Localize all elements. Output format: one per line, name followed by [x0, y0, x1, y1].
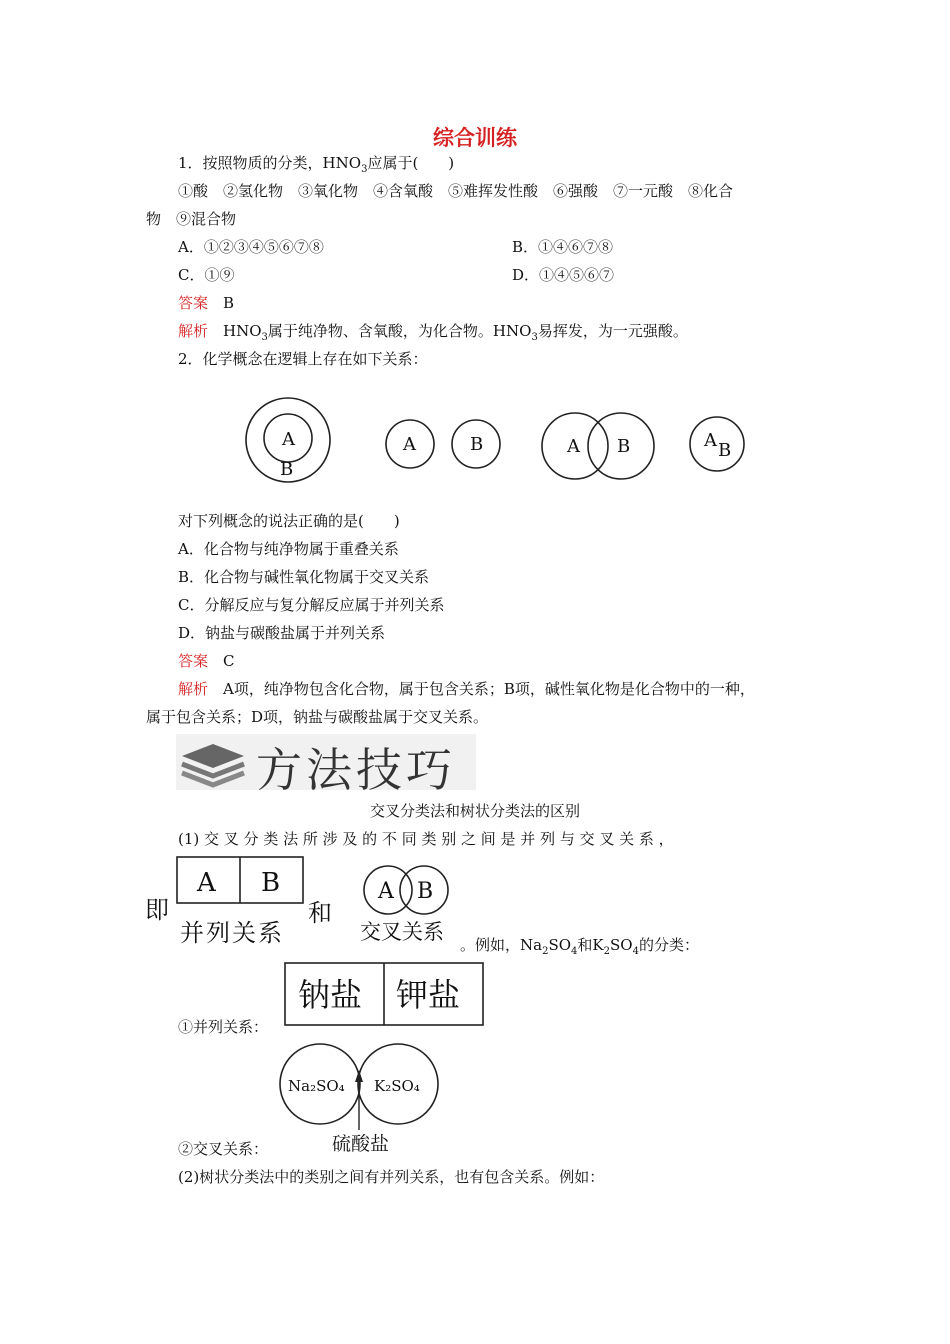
example-text: 。例如，$Na_2SO_4$和$K_2SO_4$的分类：	[460, 936, 699, 957]
method-subtitle: 交叉分类法和树状分类法的区别	[369, 802, 580, 820]
cross-mini-diagram	[354, 862, 454, 918]
parallel-box-diagram	[176, 856, 304, 906]
salt-label-na: 钠盐	[298, 976, 363, 1014]
q1-analysis: 解析 $HNO_3$属于纯净物、含氧酸，为化合物。$HNO_3$易挥发，为一元强酸。	[178, 322, 688, 343]
overlap-label-a: A	[704, 430, 717, 451]
contain-label-b: B	[280, 459, 294, 480]
method-banner	[176, 734, 476, 797]
banner-title: 方法技巧	[256, 743, 456, 797]
cross-mini-label-a: A	[378, 879, 394, 904]
cross-mini-label-b: B	[417, 879, 434, 904]
stack-icon	[178, 738, 248, 788]
contain-label-a: A	[282, 429, 295, 450]
q1-choices-line2: 物 ⑨混合物	[146, 210, 237, 228]
q1-option-c: C．①⑨	[178, 266, 235, 284]
box-label-a: A	[197, 868, 216, 898]
he-text: 和	[308, 899, 332, 927]
relation-diagram	[232, 378, 762, 503]
parallel-label: 并列关系	[180, 919, 284, 947]
q2-stem: 2．化学概念在逻辑上存在如下关系：	[178, 350, 428, 368]
item2-label: ②交叉关系：	[178, 1140, 269, 1158]
circle-label-na2so4: Na₂SO₄	[288, 1077, 345, 1095]
circle-label-k2so4: K₂SO₄	[374, 1077, 420, 1095]
cross-label-b: B	[617, 436, 631, 457]
q1-stem: 1．按照物质的分类，$HNO_3$应属于( )	[178, 154, 455, 175]
q1-option-d: D．①④⑤⑥⑦	[512, 266, 615, 284]
q2-answer: 答案 C	[178, 652, 235, 670]
sulfate-cross-diagram	[278, 1038, 448, 1160]
cross-label-a: A	[567, 436, 580, 457]
method-p2: (2)树状分类法中的类别之间有并列关系，也有包含关系。例如：	[178, 1168, 605, 1186]
salt-label-k: 钾盐	[396, 976, 461, 1014]
parallel-label-b: B	[470, 434, 484, 455]
sulfate-label: 硫酸盐	[332, 1133, 390, 1155]
q2-analysis-line1: 解析 A项，纯净物包含化合物，属于包含关系；B项，碱性氧化物是化合物中的一种，	[178, 680, 755, 698]
q1-answer: 答案 B	[178, 294, 235, 312]
ji-text: 即	[145, 896, 169, 924]
q1-choices-line1: ①酸 ②氢化物 ③氧化物 ④含氧酸 ⑤难挥发性酸 ⑥强酸 ⑦一元酸 ⑧化合	[178, 182, 734, 200]
parallel-label-a: A	[403, 434, 416, 455]
method-p1: (1) 交 叉 分 类 法 所 涉 及 的 不 同 类 别 之 间 是 并 列 与 交 叉 关 系 ，	[178, 830, 674, 848]
q2-analysis-line2: 属于包含关系；D项，钠盐与碳酸盐属于交叉关系。	[146, 708, 489, 726]
q2-option-c: C．分解反应与复分解反应属于并列关系	[178, 596, 445, 614]
q2-option-a: A．化合物与纯净物属于重叠关系	[178, 540, 399, 558]
q2-option-d: D．钠盐与碳酸盐属于并列关系	[178, 624, 386, 642]
box-label-b: B	[261, 868, 281, 898]
q1-option-a: A．①②③④⑤⑥⑦⑧	[178, 238, 324, 256]
cross-label: 交叉关系	[360, 920, 444, 944]
overlap-circle	[690, 417, 744, 471]
salt-box-diagram	[284, 962, 484, 1026]
page-title: 综合训练	[433, 125, 517, 150]
item1-label: ①并列关系：	[178, 1018, 269, 1036]
q2-question: 对下列概念的说法正确的是( )	[178, 512, 400, 530]
overlap-label-b: B	[718, 440, 732, 461]
q2-option-b: B．化合物与碱性氧化物属于交叉关系	[178, 568, 430, 586]
q1-option-b: B．①④⑥⑦⑧	[512, 238, 614, 256]
